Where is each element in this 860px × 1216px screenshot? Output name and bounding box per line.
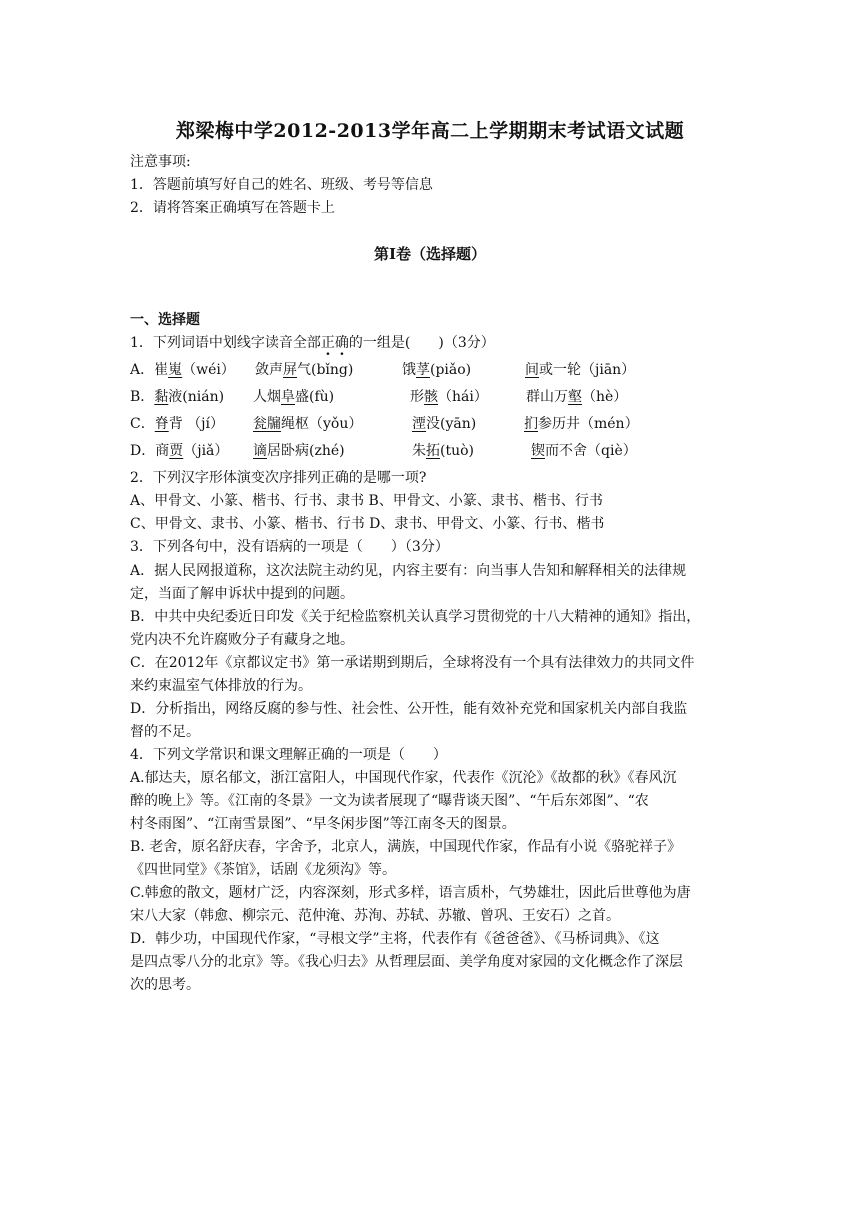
q3-option-line: C．在2012年《京都议定书》第一承诺期到期后，全球将没有一个具有法律效力的共同文件 <box>130 655 695 671</box>
notice-heading: 注意事项: <box>130 154 191 170</box>
q1-stem-dotted-char: 正 <box>320 335 335 351</box>
q2-options-line: A、甲骨文、小篆、楷书、行书、隶书 B、甲骨文、小篆、隶书、楷书、行书 <box>130 493 603 509</box>
q1-option-b-1: B．黏液(nián) <box>130 389 225 405</box>
q1-option-b-2: 人烟阜盛(fù) <box>253 389 335 405</box>
q3-stem: 3．下列各句中，没有语病的一项是（ ）（3分） <box>130 539 449 555</box>
q1-option-c-1: C．脊背 （jí） <box>130 416 224 432</box>
q4-option-line: D．韩少功，中国现代作家，“寻根文学”主将，代表作有《爸爸爸》、《马桥词典》、《这 <box>130 931 660 947</box>
q1-option-d-2: 谪居卧病(zhé) <box>253 443 345 459</box>
q4-option-line: C.韩愈的散文，题材广泛，内容深刻，形式多样，语言质朴，气势雄壮，因此后世尊他为唐 <box>130 885 691 901</box>
q1-option-b-3: 形骸（hái） <box>410 389 488 405</box>
q3-option-line: A．据人民网报道称，这次法院主动约见，内容主要有：向当事人告知和解释相关的法律规 <box>130 563 687 579</box>
q4-option-line: A.郁达夫，原名郁文，浙江富阳人，中国现代作家，代表作《沉沦》《故都的秋》《春风沉 <box>130 770 677 786</box>
q2-stem: 2．下列汉字形体演变次序排列正确的是哪一项? <box>130 470 427 486</box>
q4-option-line: 村冬雨图”、“江南雪景图”、“早冬闲步图”等江南冬天的图景。 <box>130 816 516 832</box>
q4-option-line: B. 老舍，原名舒庆春，字舍予，北京人，满族，中国现代作家，作品有小说《骆驼祥子》 <box>130 839 682 855</box>
notice-item-2: 2．请将答案正确填写在答题卡上 <box>130 200 335 216</box>
section-heading: 一、选择题 <box>130 312 200 328</box>
notice-item-1: 1．答题前填写好自己的姓名、班级、考号等信息 <box>130 177 433 193</box>
q1-option-a-4: 间或一轮（jiān） <box>525 362 636 378</box>
q4-option-line: 醉的晚上》等。《江南的冬景》一文为读者展现了“曝背谈天图”、“午后东郊图”、“农 <box>130 793 649 809</box>
q1-stem <box>130 333 495 353</box>
q1-stem-dotted-char: 确 <box>334 335 349 351</box>
q1-option-b-4: 群山万壑（hè） <box>526 389 628 405</box>
q1-option-c-4: 扪参历井（mén） <box>524 416 639 432</box>
q3-option-line: 督的不足。 <box>130 724 200 740</box>
q3-option-line: B．中共中央纪委近日印发《关于纪检监察机关认真学习贯彻党的十八大精神的通知》指出， <box>130 609 701 625</box>
q1-option-a-2: 敛声屏气(bǐng) <box>255 362 354 378</box>
q3-option-line: 来约束温室气体排放的行为。 <box>130 678 312 694</box>
q3-option-line: 党内决不允许腐败分子有藏身之地。 <box>130 632 354 648</box>
q4-stem: 4．下列文学常识和课文理解正确的一项是（ ） <box>130 747 447 763</box>
q1-option-a-1: A．崔嵬（wéi） <box>130 362 235 378</box>
q1-option-c-2: 瓮牖绳枢（yǒu） <box>253 416 363 432</box>
q1-option-d-1: D．商贾（jiǎ） <box>130 443 229 459</box>
exam-title: 郑梁梅中学2012-2013学年高二上学期期末考试语文试题 <box>175 120 685 142</box>
q3-option-line: D．分析指出，网络反腐的参与性、社会性、公开性，能有效补充党和国家机关内部自我监 <box>130 701 688 717</box>
q4-option-line: 次的思考。 <box>130 977 200 993</box>
q2-options-line: C、甲骨文、隶书、小篆、楷书、行书 D、隶书、甲骨文、小篆、行书、楷书 <box>130 516 605 532</box>
q4-option-line: 《四世同堂》《茶馆》，话剧《龙须沟》等。 <box>130 862 396 878</box>
q1-stem-part: 1．下列词语中划线字读音全部 <box>130 335 321 351</box>
q3-option-line: 定，当面了解申诉状中提到的问题。 <box>130 586 354 602</box>
q1-option-d-3: 朱拓(tuò) <box>412 443 474 459</box>
part-title: 第I卷（选择题） <box>373 245 487 263</box>
q4-option-line: 是四点零八分的北京》等。《我心归去》从哲理层面、美学角度对家园的文化概念作了深层 <box>130 954 683 970</box>
q1-option-c-3: 湮没(yān) <box>412 416 477 432</box>
q1-option-a-3: 饿莩(piǎo) <box>402 362 472 378</box>
q1-stem-part: 的一组是( )（3分） <box>348 335 495 351</box>
q1-option-d-4: 锲而不舍（qiè） <box>531 443 637 459</box>
q4-option-line: 宋八大家（韩愈、柳宗元、范仲淹、苏洵、苏轼、苏辙、曾巩、王安石）之首。 <box>130 908 620 924</box>
